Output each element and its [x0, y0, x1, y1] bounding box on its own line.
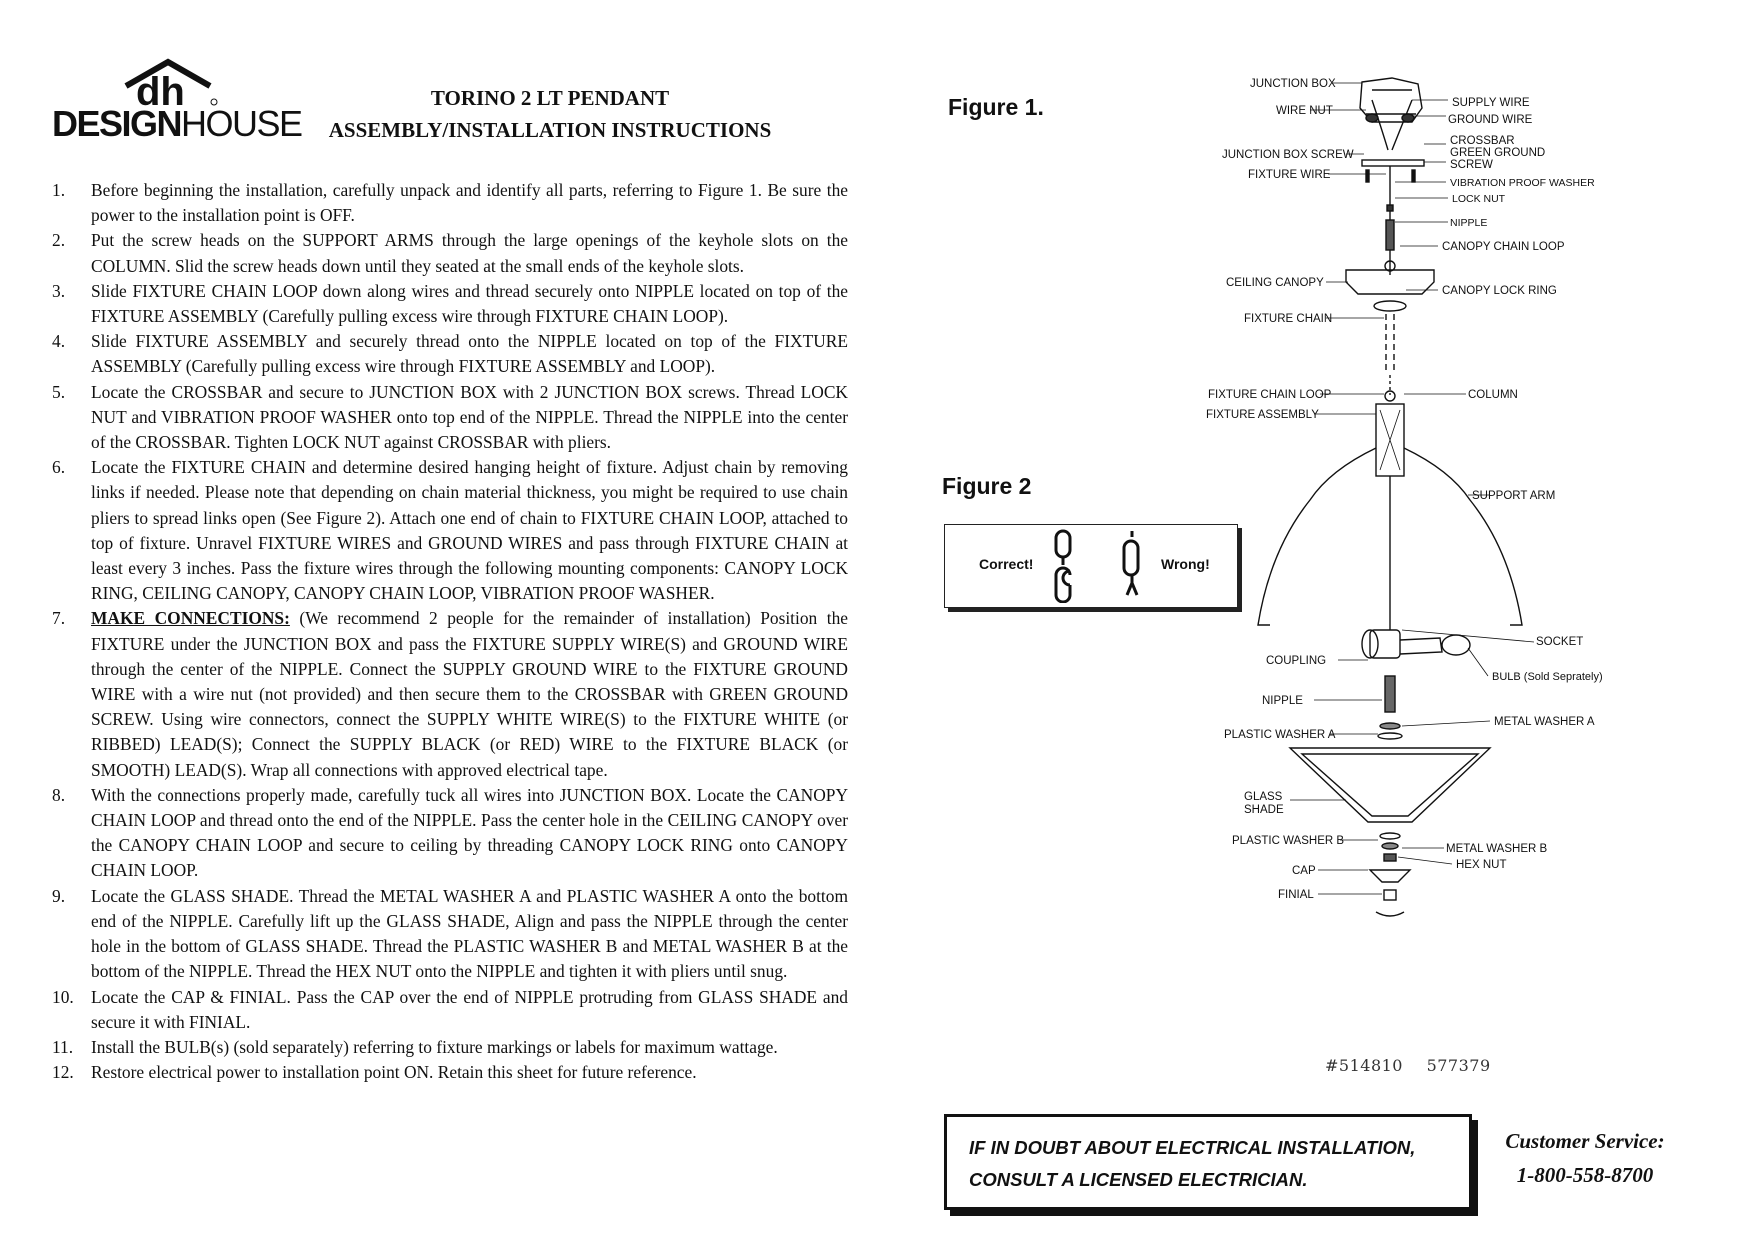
label-fixture-wire: FIXTURE WIRE: [1248, 169, 1331, 181]
step-number: 5.: [52, 381, 66, 402]
support-arm-right: [1404, 448, 1522, 625]
label-ground-wire: GROUND WIRE: [1448, 114, 1533, 126]
support-arm-left: [1258, 448, 1376, 625]
designhouse-logo: [52, 58, 302, 148]
step-number: 4.: [52, 331, 66, 352]
electrical-warning-box: [944, 1114, 1472, 1210]
label-finial: FINIAL: [1278, 889, 1314, 901]
figure1-exploded-diagram: [1150, 70, 1650, 1030]
coupling-shape: [1370, 630, 1400, 658]
step-number: 3.: [52, 280, 66, 301]
label-vibration-proof-washer: VIBRATION PROOF WASHER: [1450, 177, 1595, 189]
label-hex-nut: HEX NUT: [1456, 859, 1507, 871]
step-number: 2.: [52, 230, 66, 251]
wrong-chain-link-icon: [1117, 529, 1147, 603]
warning-line-1: IF IN DOUBT ABOUT ELECTRICAL INSTALLATION,: [969, 1137, 1416, 1158]
label-nipple-low: NIPPLE: [1262, 695, 1303, 707]
step-text: Install the BULB(s) (sold separately) referring to fixture markings or labels for maximum wattage.: [91, 1036, 778, 1057]
customer-service-phone: 1-800-558-8700: [1516, 1163, 1654, 1187]
glass-shade-shape: [1290, 748, 1490, 822]
label-fixture-chain: FIXTURE CHAIN: [1244, 313, 1333, 325]
label-nipple-top: NIPPLE: [1450, 217, 1488, 229]
correct-label: Correct!: [979, 556, 1034, 572]
label-plastic-washer-a: PLASTIC WASHER A: [1224, 729, 1336, 741]
label-metal-washer-a: METAL WASHER A: [1494, 716, 1595, 728]
logo-mark: dh: [136, 70, 185, 108]
label-fixture-chain-loop: FIXTURE CHAIN LOOP: [1208, 389, 1332, 401]
step-text: With the connections properly made, carefully tuck all wires into JUNCTION BOX. Locate the CANOPY CHAIN LOOP and thread onto the end of the NIPPLE. Pass the center hole in the CEILING CANOPY over the CANOPY CHAIN LOOP and secure to ceiling by threading CANOPY LOCK RING onto CANOPY CHAIN LOOP.: [91, 784, 848, 881]
figure2-label: Figure 2: [942, 473, 1032, 499]
label-shade: SHADE: [1244, 804, 1284, 816]
step-number: 10.: [52, 986, 74, 1007]
step-text: Slide FIXTURE CHAIN LOOP down along wires and thread securely onto NIPPLE located on top of the FIXTURE ASSEMBLY (Carefully pulling excess wire through FIXTURE CHAIN LOOP).: [91, 280, 848, 327]
step-text: Restore electrical power to installation point ON. Retain this sheet for future reference.: [91, 1062, 697, 1083]
instruction-step: [52, 606, 848, 782]
step-text: Before beginning the installation, carefully unpack and identify all parts, referring to Figure 1. Be sure the power to the installation point is OFF.: [91, 180, 848, 226]
label-canopy-lock-ring: CANOPY LOCK RING: [1442, 285, 1557, 297]
step-text: Put the screw heads on the SUPPORT ARMS through the large openings of the keyhole slots on the COLUMN. Slid the screw heads down until they seated at the small ends of the keyhole slots.: [91, 230, 848, 276]
instruction-step: [52, 1035, 848, 1060]
warning-line-2: CONSULT A LICENSED ELECTRICIAN.: [969, 1169, 1308, 1190]
label-support-arm: SUPPORT ARM: [1472, 490, 1556, 502]
crossbar-shape: [1362, 160, 1424, 166]
label-crossbar: CROSSBAR: [1450, 135, 1515, 147]
label-junction-box: JUNCTION BOX: [1250, 78, 1336, 90]
correct-chain-link-icon: [1049, 529, 1079, 603]
model-numbers: #514810 577379: [1325, 1056, 1491, 1075]
finial-shape: [1384, 890, 1396, 900]
step-text: (We recommend 2 people for the remainder of installation) Position the FIXTURE under the JUNCTION BOX and pass the FIXTURE SUPPLY WIRE(S) and GROUND WIRE through the center of the NIPPLE. Connect the SUPPLY GROUND WIRE to the FIXTURE GROUND WIRE with a wire nut (not provided) and then secure them to the CROSSBAR with GREEN GROUND SCREW. Using wire connectors, connect the SUPPLY WHITE WIRE(S) to the FIXTURE WHITE (or RIBBED) LEAD(S); Connect the SUPPLY BLACK (or RED) WIRE to the FIXTURE BLACK (or SMOOTH) LEAD(S). Wrap all connections with approved electrical tape.: [91, 608, 848, 780]
label-ceiling-canopy: CEILING CANOPY: [1226, 277, 1324, 289]
step-text: Locate the CROSSBAR and secure to JUNCTION BOX with 2 JUNCTION BOX screws. Thread LOCK NUT and VIBRATION PROOF WASHER onto top end of the NIPPLE. Thread the NIPPLE into the center of the CROSSBAR. Tighten LOCK NUT against CROSSBAR with pliers.: [91, 381, 848, 453]
label-glass: GLASS: [1244, 791, 1283, 803]
instructions-heading: ASSEMBLY/INSTALLATION INSTRUCTIONS: [328, 118, 772, 142]
instruction-step: [52, 455, 848, 606]
label-plastic-washer-b: PLASTIC WASHER B: [1232, 835, 1345, 847]
wrong-label: Wrong!: [1161, 556, 1210, 572]
instruction-steps: [52, 178, 848, 1085]
step-text: Locate the GLASS SHADE. Thread the METAL WASHER A and PLASTIC WASHER A onto the bottom end of the NIPPLE. Carefully lift up the GLASS SHADE, Align and pass the NIPPLE through the center hole in the bottom of GLASS SHADE. Thread the PLASTIC WASHER B and METAL WASHER B at the bottom of the NIPPLE. Thread the HEX NUT onto the NIPPLE and tighten it with pliers until snug.: [91, 885, 848, 982]
step-text: Slide FIXTURE ASSEMBLY and securely thread onto the NIPPLE located on top of the FIXTURE ASSEMBLY (Carefully pulling excess wire through FIXTURE ASSEMBLY and LOOP).: [91, 331, 848, 377]
product-name: TORINO 2 LT PENDANT: [430, 86, 670, 110]
bulb-shape: [1442, 635, 1470, 655]
instruction-step: [52, 884, 848, 985]
step-number: 8.: [52, 784, 66, 805]
instruction-step: [52, 380, 848, 456]
label-metal-washer-b: METAL WASHER B: [1446, 843, 1548, 855]
step-number: 11.: [52, 1036, 74, 1057]
label-socket: SOCKET: [1536, 636, 1584, 648]
instruction-step: [52, 279, 848, 329]
customer-service-label: Customer Service:: [1505, 1129, 1665, 1153]
nipple-shape: [1385, 676, 1395, 712]
label-bulb: BULB (Sold Seprately): [1492, 671, 1603, 683]
label-green-ground: GREEN GROUND: [1450, 147, 1546, 159]
logo-wordmark: DESIGNHOUSE: [52, 103, 302, 144]
label-junction-box-screw: JUNCTION BOX SCREW: [1222, 149, 1354, 161]
instruction-step: [52, 329, 848, 379]
label-lock-nut: LOCK NUT: [1452, 193, 1506, 205]
label-canopy-chain-loop: CANOPY CHAIN LOOP: [1442, 241, 1565, 253]
instruction-step: [52, 783, 848, 884]
label-fixture-assembly: FIXTURE ASSEMBLY: [1206, 409, 1319, 421]
label-cap: CAP: [1292, 865, 1316, 877]
instruction-step: [52, 228, 848, 278]
cap-shape: [1370, 870, 1410, 882]
step-lead: MAKE CONNECTIONS:: [91, 608, 290, 629]
label-coupling: COUPLING: [1266, 655, 1327, 667]
instruction-step: [52, 985, 848, 1035]
step-number: 9.: [52, 885, 66, 906]
dh-house-icon: [118, 58, 228, 108]
step-text: Locate the FIXTURE CHAIN and determine desired hanging height of fixture. Adjust chain by removing links if needed. Please note that depending on chain material thickness, you might be required to use chain pliers to spread links open (See Figure 2). Attach one end of chain to FIXTURE CHAIN LOOP, attached to top of fixture. Unravel FIXTURE WIRES and GROUND WIRES and pass through FIXTURE CHAIN at least every 3 inches. Pass the fixture wires through the following mounting components: CANOPY LOCK RING, CEILING CANOPY, CANOPY CHAIN LOOP, VIBRATION PROOF WASHER.: [91, 457, 848, 604]
instruction-step: [52, 1060, 848, 1085]
step-number: 7.: [52, 608, 66, 629]
instruction-step: [52, 178, 848, 228]
document-title: [300, 82, 800, 146]
figure1-label: Figure 1.: [948, 94, 1044, 120]
step-number: 12.: [52, 1062, 74, 1083]
label-screw: SCREW: [1450, 159, 1493, 171]
fixture-chain-shape: [1386, 314, 1394, 370]
step-number: 1.: [52, 180, 66, 200]
label-column: COLUMN: [1468, 389, 1518, 401]
step-number: 6.: [52, 457, 66, 478]
customer-service: [1490, 1124, 1680, 1192]
label-wire-nut: WIRE NUT: [1276, 105, 1333, 117]
step-text: Locate the CAP & FINIAL. Pass the CAP over the end of NIPPLE protruding from GLASS SHADE and secure it with FINIAL.: [91, 986, 848, 1032]
label-supply-wire: SUPPLY WIRE: [1452, 97, 1530, 109]
